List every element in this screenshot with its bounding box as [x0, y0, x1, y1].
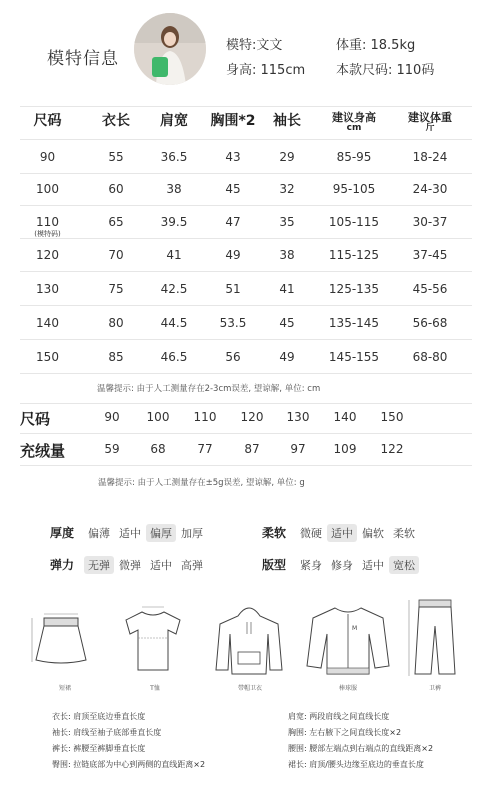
page-title: 模特信息 — [47, 49, 119, 69]
attr-option-thickness: 偏薄 — [88, 527, 110, 540]
fill-amount-cell: 77 — [197, 442, 213, 456]
table-cell: 65 — [108, 215, 124, 229]
attr-option-softness: 适中 — [327, 524, 357, 542]
table-cell: 42.5 — [160, 282, 188, 296]
attr-option-fit: 紧身 — [300, 559, 322, 572]
table-cell: 18-24 — [412, 150, 448, 164]
table-cell: 38 — [166, 182, 182, 196]
table-header — [262, 114, 312, 129]
table-cell: 35 — [279, 215, 295, 229]
table-cell: 29 — [279, 150, 295, 164]
size-cell: 130 — [36, 282, 59, 296]
table-header-line: 建议身高 — [332, 111, 376, 124]
tshirt-icon — [120, 604, 186, 680]
attr-option-thickness: 适中 — [119, 527, 141, 540]
table-cell: 49 — [279, 350, 295, 364]
fill-amount-cell: 122 — [380, 442, 404, 456]
legend-item: 肩宽: 两段肩线之间直线长度 — [288, 712, 390, 721]
fill-size-cell: 150 — [380, 410, 404, 424]
table-cell: 39.5 — [160, 215, 188, 229]
table-rule — [20, 305, 472, 306]
size-cell-sub: (模特码) — [34, 230, 61, 238]
table-cell: 51 — [225, 282, 241, 296]
table-cell: 53.5 — [219, 316, 247, 330]
pants-icon — [405, 596, 465, 684]
fill-size-cell: 100 — [146, 410, 170, 424]
fill-size-cell: 120 — [240, 410, 264, 424]
table-cell: 145-155 — [328, 350, 380, 364]
size-cell: 90 — [39, 150, 56, 164]
table-header — [318, 112, 390, 134]
legend-item: 腰围: 腰部左端点到右端点的直线距离×2 — [288, 744, 434, 753]
table-cell: 95-105 — [332, 182, 376, 196]
attr-option-fit: 适中 — [362, 559, 384, 572]
table-cell: 80 — [108, 316, 124, 330]
table-header-line: 斤 — [425, 123, 435, 134]
model-weight: 体重: 18.5kg — [336, 38, 416, 53]
table-header-line: 肩宽 — [160, 113, 188, 129]
table-header — [202, 114, 264, 129]
attr-option-fit: 修身 — [331, 559, 353, 572]
legend-item: 裤长: 裤腰至裤脚垂直长度 — [52, 744, 146, 753]
fill-amount-cell: 87 — [244, 442, 260, 456]
table-rule — [20, 403, 472, 404]
garment-caption-jacket: 棒球服 — [338, 685, 357, 692]
attr-option-softness: 偏软 — [362, 527, 384, 540]
table-cell: 41 — [166, 248, 182, 262]
table-header-line: 胸围*2 — [210, 113, 256, 129]
garment-caption-pants: 卫裤 — [428, 685, 441, 692]
fill-amount-cell: 68 — [150, 442, 166, 456]
garment-caption-skirt: 短裙 — [58, 685, 71, 692]
table-cell: 85 — [108, 350, 124, 364]
table-rule — [20, 271, 472, 272]
size-cell: 140 — [36, 316, 59, 330]
table-cell: 32 — [279, 182, 295, 196]
table-cell: 56 — [225, 350, 241, 364]
legend-item: 衣长: 肩顶至底边垂直长度 — [52, 712, 146, 721]
table-cell: 45 — [279, 316, 295, 330]
fill-amount-cell: 109 — [333, 442, 357, 456]
table-rule — [20, 373, 472, 374]
attr-label-fit: 版型 — [262, 558, 287, 572]
size-cell: 150 — [36, 350, 59, 364]
fill-row-label: 尺码 — [20, 410, 51, 428]
table-rule — [20, 173, 472, 174]
garment-caption-tshirt: T恤 — [150, 685, 160, 692]
fill-size-cell: 140 — [333, 410, 357, 424]
attr-option-fit: 宽松 — [389, 556, 419, 574]
size-cell: 120 — [36, 248, 59, 262]
table-cell: 24-30 — [412, 182, 448, 196]
table-cell: 49 — [225, 248, 241, 262]
attr-option-thickness: 偏厚 — [146, 524, 176, 542]
table-rule — [20, 238, 472, 239]
skirt-icon — [30, 612, 92, 680]
attr-option-elasticity: 高弹 — [181, 559, 203, 572]
table-rule — [20, 465, 472, 466]
table-header — [20, 114, 75, 129]
table-cell: 30-37 — [412, 215, 448, 229]
table-header — [90, 114, 142, 129]
attr-label-elasticity: 弹力 — [50, 558, 75, 572]
table-cell: 43 — [225, 150, 241, 164]
table-cell: 45-56 — [412, 282, 448, 296]
table-cell: 75 — [108, 282, 124, 296]
table-rule — [20, 433, 472, 434]
attr-option-elasticity: 无弹 — [84, 556, 114, 574]
fill-size-cell: 90 — [104, 410, 120, 424]
table-cell: 85-95 — [336, 150, 372, 164]
table-header-line: 衣长 — [102, 113, 130, 129]
legend-item: 胸围: 左右腋下之间直线长度×2 — [288, 728, 402, 737]
table-cell: 55 — [108, 150, 124, 164]
model-name: 模特:文文 — [226, 38, 283, 53]
fill-size-cell: 110 — [193, 410, 217, 424]
table-cell: 45 — [225, 182, 241, 196]
model-size: 本款尺码: 110码 — [336, 63, 435, 78]
hoodie-icon — [212, 600, 286, 682]
table-rule — [20, 339, 472, 340]
attr-option-softness: 微硬 — [300, 527, 322, 540]
table-cell: 135-145 — [328, 316, 380, 330]
legend-item: 裙长: 肩顶/腰头边缘至底边的垂直长度 — [288, 760, 424, 769]
size-cell: 100 — [36, 182, 59, 196]
table-cell: 37-45 — [412, 248, 448, 262]
table-header — [388, 112, 472, 134]
attr-option-elasticity: 适中 — [150, 559, 172, 572]
garment-caption-hoodie: 带帽卫衣 — [237, 685, 262, 692]
attr-option-softness: 柔软 — [393, 527, 415, 540]
table-cell: 125-135 — [328, 282, 380, 296]
table-cell: 56-68 — [412, 316, 448, 330]
table-rule — [20, 139, 472, 140]
model-height: 身高: 115cm — [226, 63, 306, 78]
table-header-line: cm — [346, 123, 362, 134]
legend-item: 臀围: 拉链底部为中心到两侧的直线距离×2 — [52, 760, 206, 769]
table-cell: 47 — [225, 215, 241, 229]
table-cell: 115-125 — [328, 248, 380, 262]
table-header-line: 袖长 — [273, 113, 301, 129]
table-cell: 105-115 — [328, 215, 380, 229]
table-cell: 44.5 — [160, 316, 188, 330]
attr-option-thickness: 加厚 — [181, 527, 203, 540]
table-header-line: 尺码 — [33, 113, 62, 129]
table-cell: 38 — [279, 248, 295, 262]
table-rule — [20, 205, 472, 206]
fill-amount-cell: 59 — [104, 442, 120, 456]
table-cell: 41 — [279, 282, 295, 296]
svg-text:M: M — [352, 625, 358, 632]
model-avatar — [134, 13, 206, 85]
table-cell: 36.5 — [160, 150, 188, 164]
legend-item: 袖长: 肩线至袖子底部垂直长度 — [52, 728, 162, 737]
fill-size-cell: 130 — [286, 410, 310, 424]
table-header-line: 建议体重 — [408, 111, 452, 124]
table-cell: 70 — [108, 248, 124, 262]
table-cell: 46.5 — [160, 350, 188, 364]
fill-table-note: 温馨提示: 由于人工测量存在±5g误差, 望谅解, 单位: g — [98, 478, 305, 488]
fill-row-label: 充绒量 — [20, 442, 66, 460]
attr-label-softness: 柔软 — [262, 526, 287, 540]
table-cell: 60 — [108, 182, 124, 196]
table-rule — [20, 106, 472, 107]
table-cell: 68-80 — [412, 350, 448, 364]
attr-option-elasticity: 微弹 — [119, 559, 141, 572]
table-header — [145, 114, 203, 129]
size-table-note: 温馨提示: 由于人工测量存在2-3cm误差, 望谅解, 单位: cm — [97, 384, 321, 394]
attr-label-thickness: 厚度 — [50, 526, 75, 540]
size-cell: 110 — [36, 215, 59, 229]
jacket-icon — [305, 600, 391, 682]
fill-amount-cell: 97 — [290, 442, 306, 456]
